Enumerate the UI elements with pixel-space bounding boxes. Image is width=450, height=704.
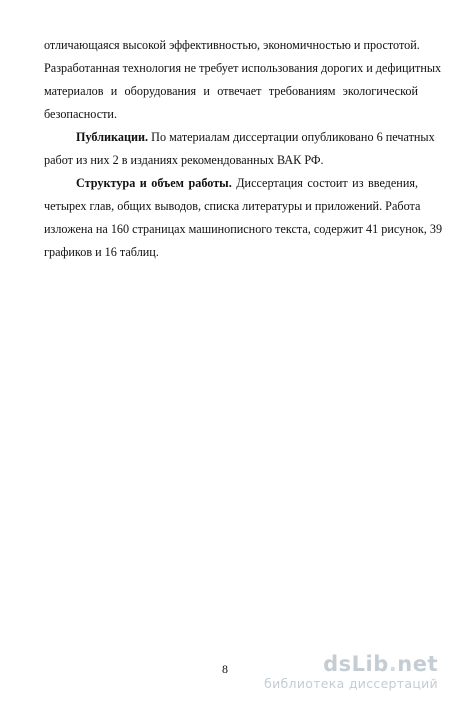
paragraph-line: безопасности. <box>44 107 118 121</box>
watermark-logo <box>264 652 438 676</box>
watermark-logo-right: net <box>397 652 438 676</box>
publications-first-line <box>44 126 435 149</box>
publications-heading: Публикации. <box>76 130 149 144</box>
paragraph-line: отличающаяся высокой эффективностью, экономичностью и простотой. <box>44 38 420 52</box>
watermark-subtitle: библиотека диссертаций <box>264 676 438 691</box>
structure-first-line <box>44 172 418 195</box>
paragraph-line: Разработанная технология не требует использования дорогих и дефицитных <box>44 61 442 75</box>
body-text <box>44 34 443 264</box>
paragraph-line: работ из них 2 в изданиях рекомендованных ВАК РФ. <box>44 153 324 167</box>
structure-heading: Структура и объем работы. <box>76 176 232 190</box>
page-number: 8 <box>222 662 228 676</box>
structure-text: Диссертация состоит из введения, <box>231 176 418 190</box>
paragraph-line: четырех глав, общих выводов, списка литературы и приложений. Работа <box>44 199 421 213</box>
paragraph-line: графиков и 16 таблиц. <box>44 245 159 259</box>
publications-text: По материалам диссертации опубликовано 6 печатных <box>148 130 435 144</box>
watermark <box>264 652 438 691</box>
watermark-logo-left: dsLib <box>323 652 389 676</box>
watermark-logo-dot: . <box>388 652 398 676</box>
paragraph-line: изложена на 160 страницах машинописного текста, содержит 41 рисунок, 39 <box>44 222 443 236</box>
paragraph-line: материалов и оборудования и отвечает требованиям экологической <box>44 84 418 98</box>
